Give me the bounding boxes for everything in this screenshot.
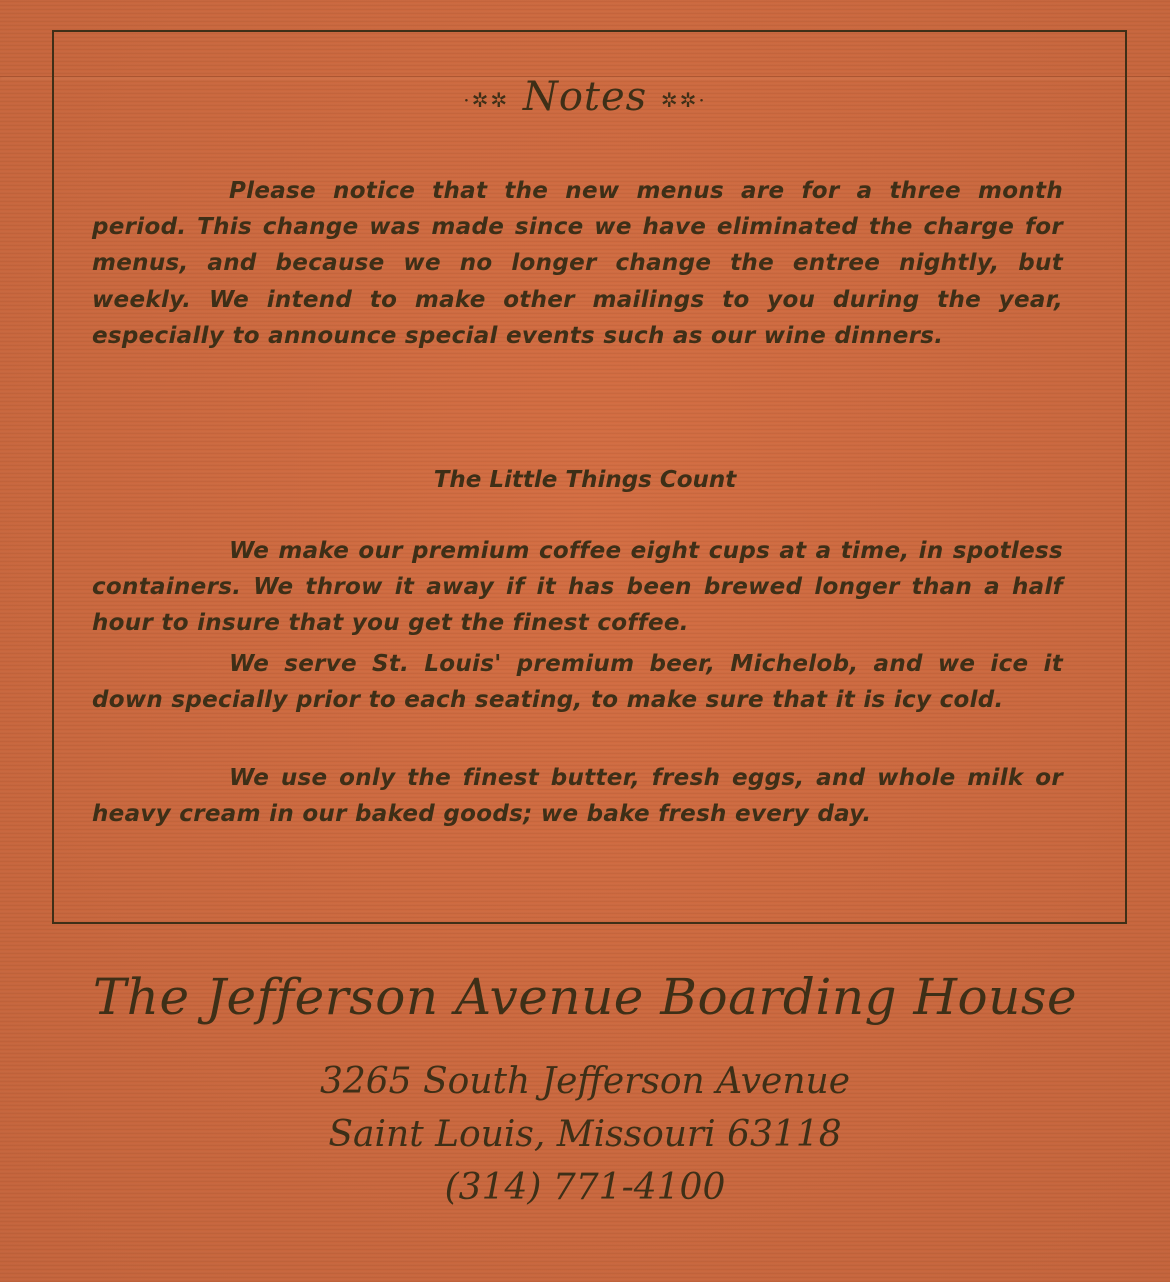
notes-title [0,72,1170,125]
beer-paragraph: We serve St. Louis' premium beer, Michelob, and we ice it down specially prior to each seating, to make sure that it is icy cold. [92,651,1063,714]
ornament-left: ·✲✲ [463,88,510,112]
menu-period-paragraph: Please notice that the new menus are for a three month period. This change was made since we have eliminated the charge for menus, and because we no longer change the entree nightly, but weekly. We intend to make other mailings to you during the year, especially to announce special events such as our wine dinners. [92,178,1063,349]
ornament-right: ✲✲· [660,88,707,112]
coffee-paragraph: We make our premium coffee eight cups at a time, in spotless containers. We throw it away if it has been brewed longer than a half hour to insure that you get the finest coffee. [92,538,1063,637]
baking-paragraph: We use only the finest butter, fresh eggs, and whole milk or heavy cream in our baked goods; we bake fresh every day. [92,765,1063,828]
boarding-house-name: The Jefferson Avenue Boarding House [92,968,1078,1026]
city-state-zip: Saint Louis, Missouri 63118 [328,1114,842,1155]
street-address: 3265 South Jefferson Avenue [319,1061,851,1102]
phone-number: (314) 771-4100 [444,1167,726,1208]
notes-title-text: Notes [522,74,648,120]
little-things-heading: The Little Things Count [433,467,737,493]
